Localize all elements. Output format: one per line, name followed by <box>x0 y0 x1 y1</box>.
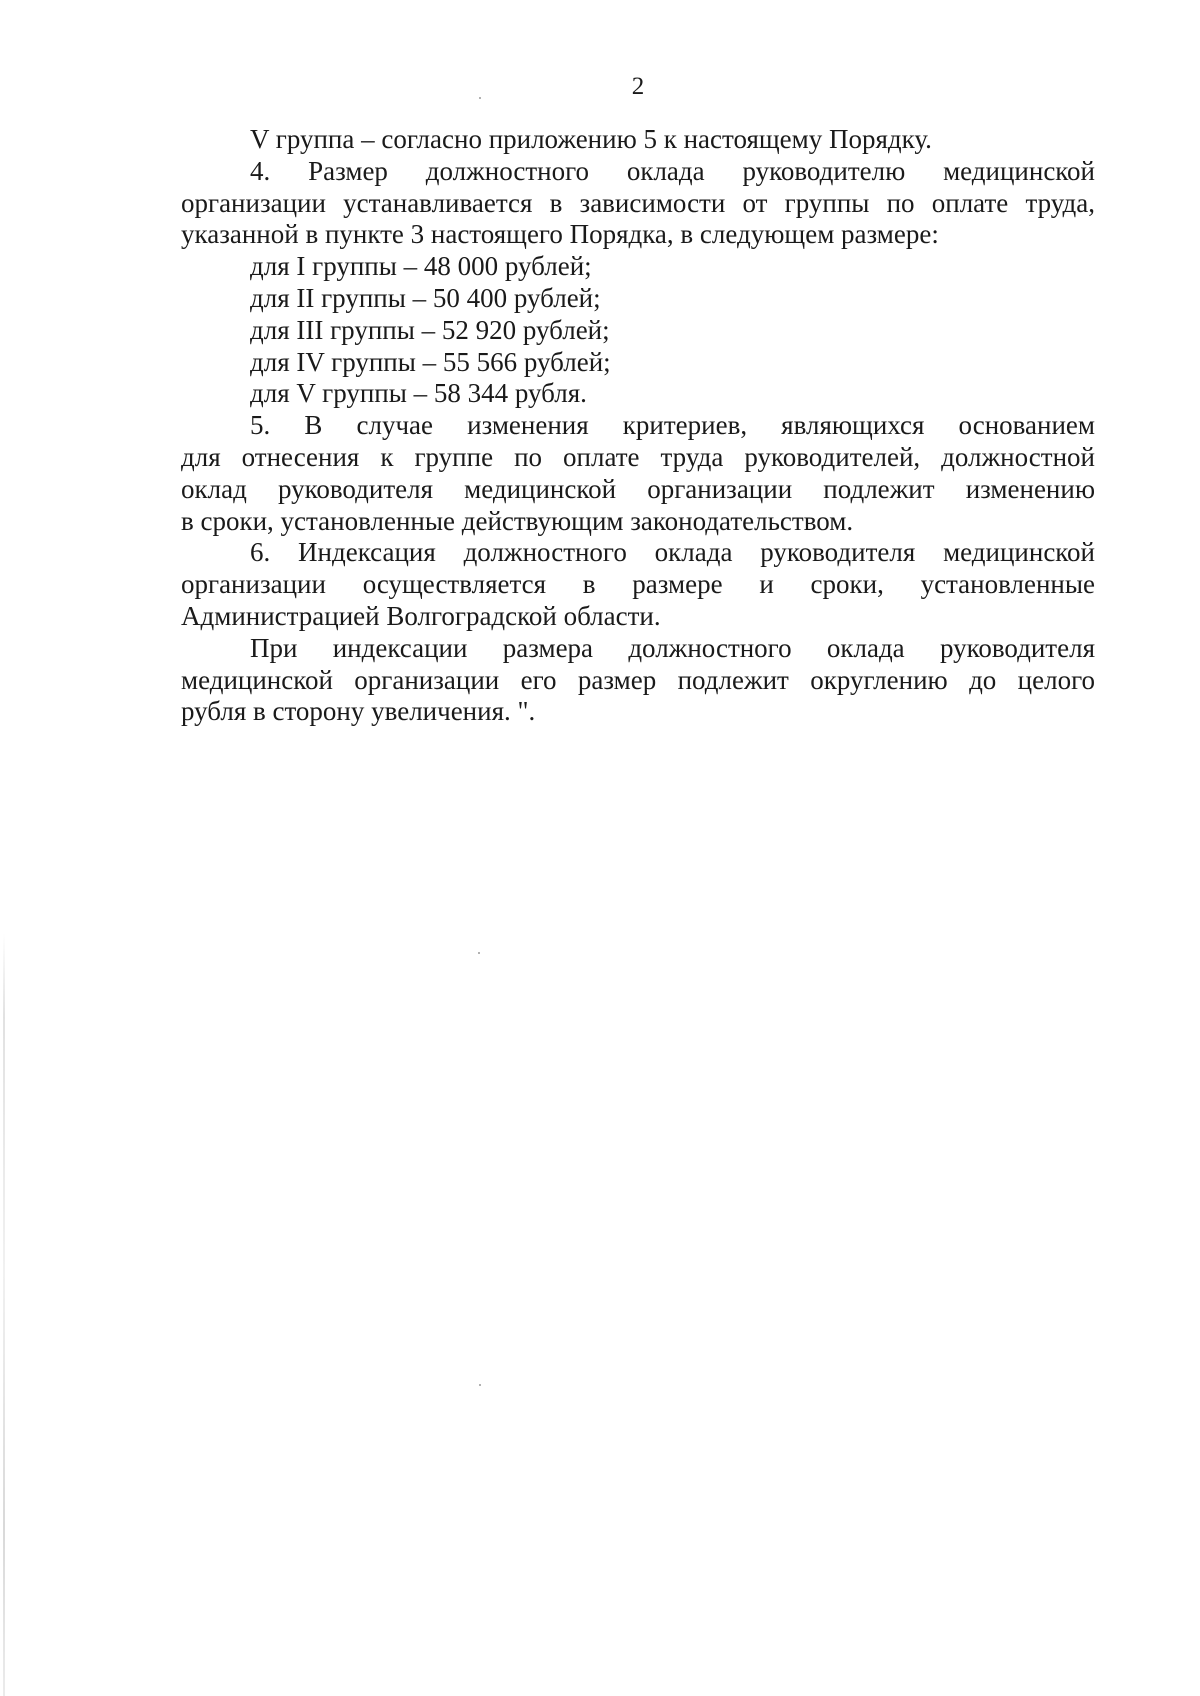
paragraph-5-line-4: в сроки, установленные действующим законодательством. <box>181 505 854 536</box>
paragraph-6-line-2: организации осуществляется в размере и сроки, установленные <box>181 569 1095 600</box>
paragraph-6-line-1: 6. Индексация должностного оклада руководителя медицинской <box>250 537 1095 568</box>
paragraph-7-line-1: При индексации размера должностного оклада руководителя <box>250 632 1095 663</box>
text-line: V группа – согласно приложению 5 к настоящему Порядку. <box>250 124 932 154</box>
paragraph-7-line-2: медицинской организации его размер подлежит округлению до целого <box>181 664 1095 695</box>
salary-item-group-2: для II группы – 50 400 рублей; <box>250 282 601 313</box>
paragraph-5-line-3: оклад руководителя медицинской организации подлежит изменению <box>181 473 1095 504</box>
document-body <box>181 124 1095 728</box>
paragraph-5-line-1: 5. В случае изменения критериев, являющихся основанием <box>250 410 1095 441</box>
salary-item-group-3: для III группы – 52 920 рублей; <box>250 314 610 345</box>
paragraph-7-line-3: рубля в сторону увеличения. ". <box>181 696 536 727</box>
scan-speck <box>478 952 480 954</box>
paragraph-4-line-3: указанной в пункте 3 настоящего Порядка, в следующем размере: <box>181 219 939 250</box>
scan-edge-artifact <box>3 0 5 1696</box>
paragraph-5-line-2: для отнесения к группе по оплате труда руководителей, должностной <box>181 441 1095 472</box>
salary-item-group-4: для IV группы – 55 566 рублей; <box>250 346 611 377</box>
salary-item-group-5: для V группы – 58 344 рубля. <box>250 378 587 409</box>
paragraph-4-line-1: 4. Размер должностного оклада руководителю медицинской <box>250 155 1095 186</box>
salary-item-group-1: для I группы – 48 000 рублей; <box>250 251 592 282</box>
page-number: 2 <box>631 73 645 100</box>
paragraph-4-line-2: организации устанавливается в зависимости от группы по оплате труда, <box>181 187 1095 218</box>
scan-speck <box>479 1384 481 1386</box>
paragraph-6-line-3: Администрацией Волгоградской области. <box>181 600 661 631</box>
scan-speck <box>479 97 481 99</box>
